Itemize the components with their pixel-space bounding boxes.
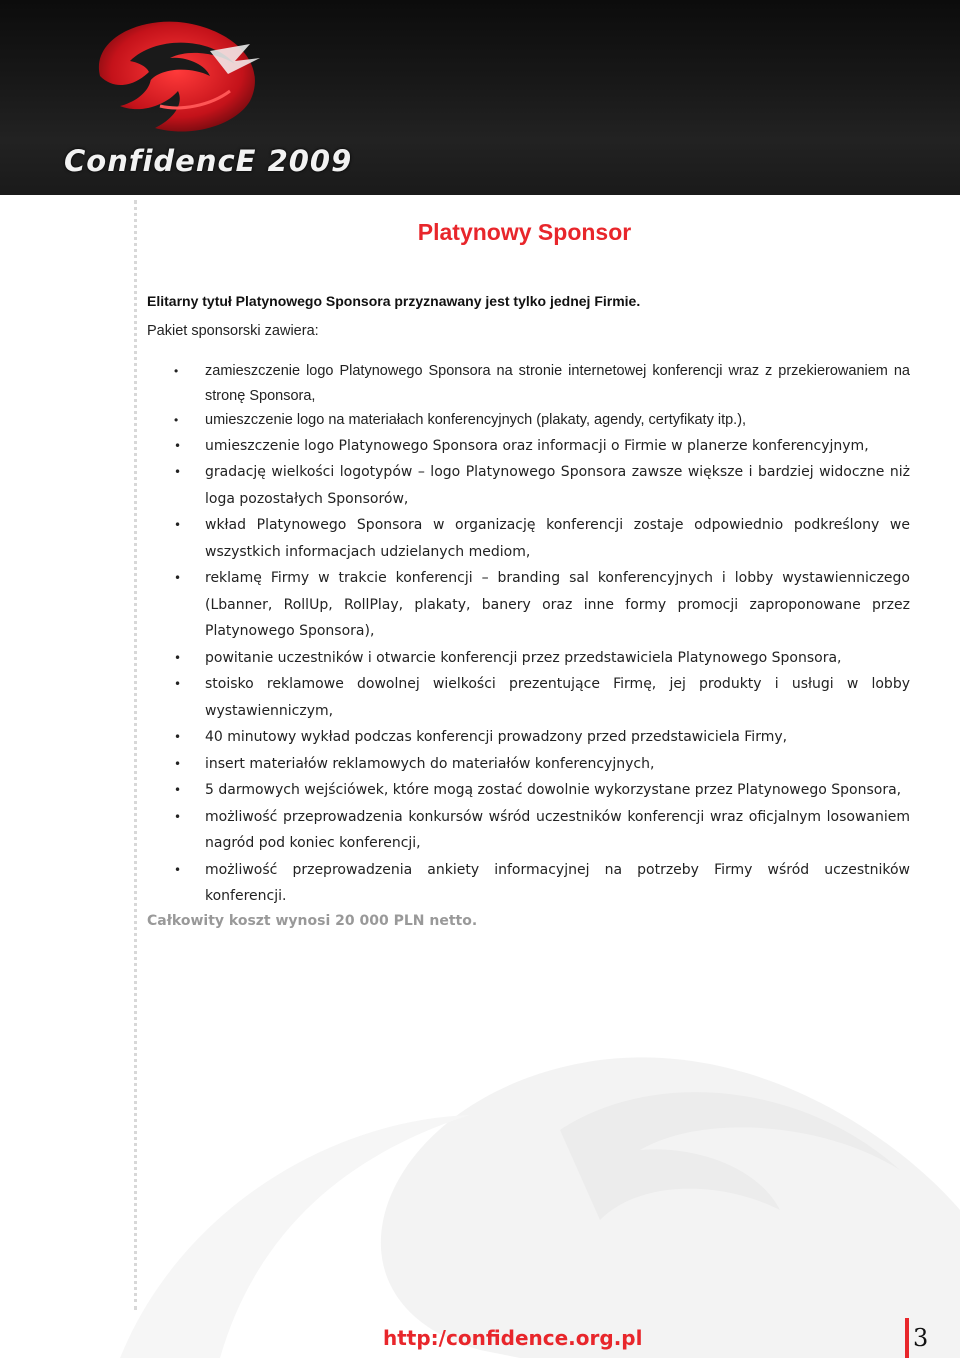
page-number: 3 [913,1324,929,1352]
list-item: • możliwość przeprowadzenia ankiety informacyjnej na potrzeby Firmy wśród uczestników konferencji. [147,857,910,910]
page-number-bar [905,1318,909,1358]
bullet-icon: • [174,364,179,378]
list-item: • powitanie uczestników i otwarcie konferencji przez przedstawiciela Platynowego Sponsora, [147,645,910,672]
bullet-icon: • [174,438,182,453]
bullet-icon: • [174,677,182,691]
bullet-icon: • [174,571,182,585]
list-item: • reklamę Firmy w trakcie konferencji – branding sal konferencyjnych i lobby wystawienniczego (Lbanner, RollUp, RollPlay, plakaty, banery oraz inne formy promocji zaproponowane przez Platynowego Sponsora), [147,565,910,645]
red-swirl-logo-icon [60,6,290,144]
bullet-icon: • [174,413,179,427]
list-item: • zamieszczenie logo Platynowego Sponsora na stronie internetowej konferencji wraz z przekierowaniem na stronę Sponsora, [147,359,910,408]
bullet-icon: • [174,730,182,744]
intro-text: Pakiet sponsorski zawiera: [147,323,319,339]
list-item: • możliwość przeprowadzenia konkursów wśród uczestników konferencji wraz oficjalnym losowaniem nagród pod koniec konferencji, [147,804,910,857]
intro-bold-text: Elitarny tytuł Platynowego Sponsora przyznawany jest tylko jednej Firmie. [147,293,641,309]
bullet-icon: • [174,650,182,665]
header-title: ConfidencE 2009 [64,144,353,178]
list-item: • insert materiałów reklamowych do materiałów konferencyjnych, [147,751,910,778]
list-item: • umieszczenie logo na materiałach konferencyjnych (plakaty, agendy, certyfikaty itp.), [147,408,910,433]
list-item: • 5 darmowych wejściówek, które mogą zostać dowolnie wykorzystane przez Platynowego Sponsora, [147,777,910,804]
total-cost-text: Całkowity koszt wynosi 20 000 PLN netto. [147,912,478,929]
list-item: • gradację wielkości logotypów – logo Platynowego Sponsora zawsze większe i bardziej widoczne niż loga pozostałych Sponsorów, [147,459,910,512]
list-item: • stoisko reklamowe dowolnej wielkości prezentujące Firmę, jej produkty i usługi w lobby wystawienniczym, [147,671,910,724]
watermark-swirl-icon [0,880,960,1358]
footer-url-link[interactable]: http:/confidence.org.pl [383,1326,643,1350]
bullet-icon: • [174,809,182,824]
bullet-icon: • [174,862,182,877]
list-item: • wkład Platynowego Sponsora w organizację konferencji zostaje odpowiednio podkreślony we wszystkich informacjach udzielanych mediom, [147,512,910,565]
page-title: Platynowy Sponsor [417,219,632,245]
bullet-icon: • [174,518,182,532]
bullet-icon: • [174,783,182,797]
package-list [147,359,910,910]
main-content [147,215,910,929]
bullet-icon: • [174,465,182,479]
header-banner [0,0,960,195]
bullet-icon: • [174,756,182,771]
list-item: • 40 minutowy wykład podczas konferencji prowadzony przed przedstawiciela Firmy, [147,724,910,751]
list-item: • umieszczenie logo Platynowego Sponsora oraz informacji o Firmie w planerze konferencyjnym, [147,433,910,460]
